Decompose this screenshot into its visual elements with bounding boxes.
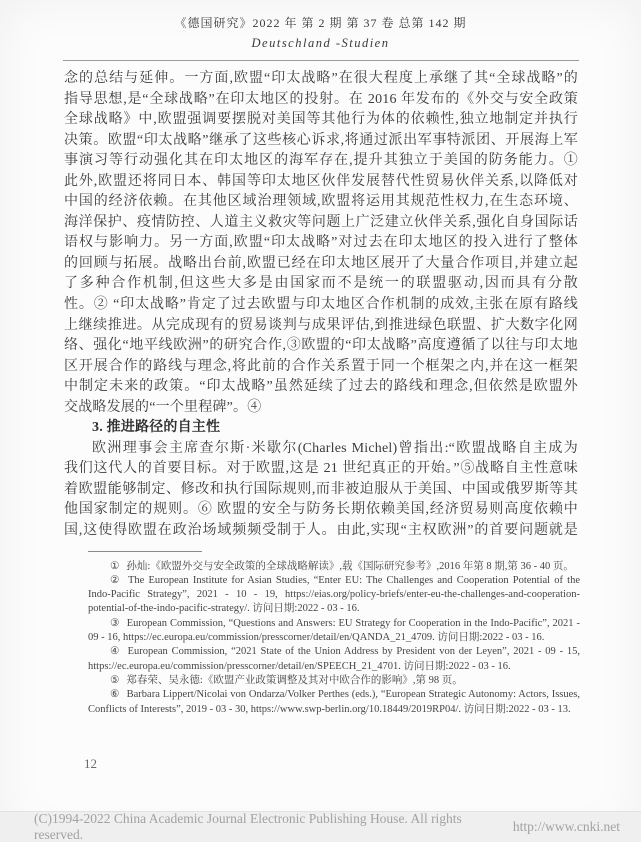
footnote-marker: ④ [110,646,121,658]
copyright-text: (C)1994-2022 China Academic Journal Electronic Publishing House. All rights reserved. [34,811,462,842]
footnote-text: 郑春荣、吴永德:《欧盟产业政策调整及其对中欧合作的影响》,第 98 页。 [126,674,463,686]
body-text-line: 的回顾与拓展。战略出台前,欧盟已经在印太地区展开了大量合作项目,并建立起 [64,255,578,271]
body-text-line: 海洋保护、疫情防控、人道主义救灾等问题上广泛建立伙伴关系,强化自身国际话 [64,214,578,230]
footnote-item [88,688,580,717]
body-text-line: 着欧盟能够制定、修改和执行国际规则,而非被迫服从于美国、中国或俄罗斯等其 [64,481,578,497]
page-header [0,0,641,51]
body-text-line: 交战略发展的“一个里程碑”。④ [64,399,262,415]
footnote-marker: ③ [110,617,120,629]
body-text-line: 语权与影响力。另一方面,欧盟“印太战略”对过去在印太地区的投入进行了整体 [64,235,578,251]
footnote-separator-rule [88,551,202,552]
body-text-line: 国,这使得欧盟在政治场域频频受制于人。由此,实现“主权欧洲”的首要问题就是 [64,523,578,539]
footnote-marker: ⑥ [110,689,120,701]
footnote-item [88,617,580,646]
body-text-line: 事演习等行动强化其在印太地区的海军存在,提升其独立于美国的防务能力。① [64,153,578,169]
footer-url: http://www.cnki.net [512,819,620,834]
body-text-line: 中制定未来的政策。“印太战略”虽然延续了过去的路线和理念,但依然是欧盟外 [64,379,578,395]
footnote-marker: ⑤ [110,674,120,686]
footnote-item [88,560,580,574]
journal-subtitle: Deutschland -Studien [251,36,390,50]
body-text-line: 络、强化“地平线欧洲”的研究合作,③欧盟的“印太战略”高度遵循了以往与印太地 [64,338,578,354]
footnote-marker: ② [110,574,121,586]
footnote-text: European Commission, “Questions and Answers: EU Strategy for Cooperation in the Indo-Pacific”, 2021 - 09 - 16, https://ec.europa.eu/commission/presscorner/detail/en/QANDA_21_4709. 访问日期:2022 - 03 - 16. [88,617,580,644]
footnotes-block [88,560,580,717]
body-text-line: 性。② “印太战略”肯定了过去欧盟与印太地区合作机制的成效,主张在原有路线 [64,297,578,313]
body-text-line: 决策。欧盟“印太战略”继承了这些核心诉求,将通过派出军事特派团、开展海上军 [64,132,578,148]
body-text-line: 区开展合作的路线与理念,将此前的合作关系置于同一个框架之内,并在这一框架 [64,358,578,374]
body-text-line: 欧洲理事会主席查尔斯·米歇尔(Charles Michel)曾指出:“欧盟战略自主成为 [92,440,578,456]
body-text-line: 指导思想,是“全球战略”在印太地区的投射。在 2016 年发布的《外交与安全政策 [64,91,578,107]
body-text-line: 中国的经济依赖。在其他区域治理领域,欧盟将运用其规范性权力,在生态环境、 [64,194,578,210]
body-text-line: 此外,欧盟还将同日本、韩国等印太地区伙伴发展替代性贸易伙伴关系,以降低对 [64,173,578,189]
footnote-text: 孙灿:《欧盟外交与安全政策的全球战略解读》,载《国际研究参考》,2016 年第 8 期,第 36 - 40 页。 [126,560,574,572]
watermark-bar [0,811,641,842]
footnote-text: European Commission, “2021 State of the Union Address by President von der Leyen”, 2021 - 09 - 15, https://ec.europa.eu/commission/presscorner/detail/en/SPEECH_21_4701. 访问日期:2022 - 03 - 16. [88,646,580,672]
journal-title-line: 《德国研究》2022 年 第 2 期 第 37 卷 总第 142 期 [174,16,467,30]
body-text-line: 念的总结与延伸。一方面,欧盟“印太战略”在很大程度上承继了其“全球战略”的 [64,71,578,86]
article-body [64,69,578,542]
page-number: 12 [84,756,97,771]
header-rule [63,60,579,61]
footnote-marker: ① [110,560,120,572]
body-text-line: 他国家制定的规则。⑥ 欧盟的安全与防务长期依赖美国,经济贸易则高度依赖中 [64,502,578,518]
body-text-line: 上继续推进。从完成现有的贸易谈判与成果评估,到推进绿色联盟、扩大数字化网 [64,317,578,333]
body-text-line: 我们这代人的首要目标。对于欧盟,这是 21 世纪真正的开始。”⑤战略自主性意味 [64,461,578,477]
footnote-item [88,674,580,688]
footnote-item [88,645,580,674]
body-text-line: 3. 推进路径的自主性 [92,420,221,436]
body-text-line: 了多种合作机制,但这些大多是由国家而不是统一的联盟驱动,因而具有分散 [64,276,578,292]
footnote-text: Barbara Lippert/Nicolai von Ondarza/Volker Perthes (eds.), “European Strategic Autonomy: Actors, Issues, Conflicts of Interests”, 2019 - 03 - 30, https://www.swp-berlin.org/10.18449/2019RP04/. 访问日期:2022 - 03 - 13. [88,689,580,715]
body-text-line: 全球战略》中,欧盟强调要摆脱对美国等其他行为体的依赖性,独立地制定并执行 [64,112,578,128]
footnote-text: The European Institute for Asian Studies, “Enter EU: The Challenges and Cooperation Potential of the Indo-Pacific Strategy”, 2021 - 10 - 19, https://eias.org/policy-briefs/enter-eu-the-challenges-and-cooperation-potential-of-the-indo-pacific-strategy/. 访问日期:2022 - 03 - 16. [88,574,580,615]
footnote-item [88,574,580,617]
